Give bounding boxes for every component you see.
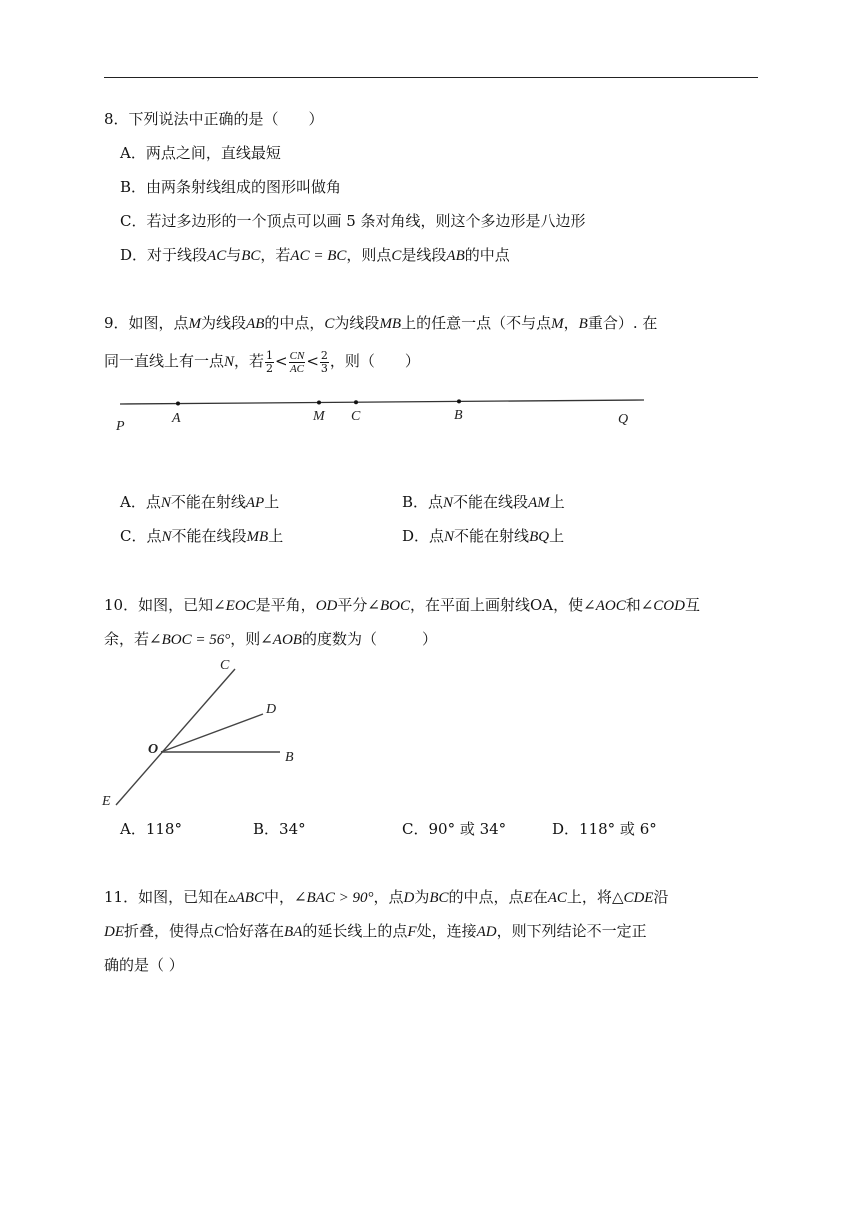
label-Q: Q bbox=[618, 412, 629, 427]
q10-option-c: C．90° 或 34° bbox=[402, 820, 507, 838]
label-C: C bbox=[351, 409, 361, 424]
q10-option-a: A．118° bbox=[120, 820, 182, 838]
label-M: M bbox=[313, 409, 325, 424]
q8-stem: 8．下列说法中正确的是（ ） bbox=[104, 110, 324, 128]
q11-stem-line2: DE折叠，使得点C恰好落在BA的延长线上的点F处，连接AD，则下列结论不一定正 bbox=[104, 922, 647, 940]
label-E: E bbox=[102, 794, 111, 809]
q10-option-d: D．118° 或 6° bbox=[552, 820, 657, 838]
fraction-cn-ac: $\frac{CN}{AC}$ bbox=[289, 349, 305, 375]
q9-option-b: B．点N不能在线段AM上 bbox=[402, 493, 565, 511]
label-B: B bbox=[285, 750, 294, 765]
label-C: C bbox=[220, 658, 230, 673]
q9-option-c: C．点N不能在线段MB上 bbox=[120, 527, 284, 545]
q9-option-d: D．点N不能在射线BQ上 bbox=[402, 527, 565, 545]
q10-stem-line2: 余，若∠BOC = 56°，则∠AOB的度数为（ ） bbox=[104, 630, 437, 648]
q9-stem-line2: 同一直线上有一点N，若 $\frac{1}{2}$ < $\frac{CN}{AC}$ < $\frac{2}{3}$ ，则（ ） bbox=[104, 348, 420, 375]
q10-angle-figure bbox=[96, 650, 306, 810]
label-D: D bbox=[266, 702, 277, 717]
label-O: O bbox=[148, 742, 159, 757]
q8-option-a: A．两点之间，直线最短 bbox=[120, 144, 281, 162]
q8-option-c: C．若过多边形的一个顶点可以画 5 条对角线，则这个多边形是八边形 bbox=[120, 212, 586, 230]
q11-stem-line1: 11．如图，已知在▵ABC中，∠BAC > 90°，点D为BC的中点，点E在AC上，将△CDE沿 bbox=[104, 888, 669, 906]
fraction-one-half: $\frac{1}{2}$ bbox=[266, 348, 274, 375]
header-rule bbox=[104, 77, 758, 78]
label-P: P bbox=[116, 419, 125, 434]
q10-option-b: B．34° bbox=[253, 820, 306, 838]
q9-option-a: A．点N不能在射线AP上 bbox=[120, 493, 280, 511]
fraction-two-thirds: $\frac{2}{3}$ bbox=[320, 348, 328, 375]
label-B: B bbox=[454, 408, 463, 423]
label-A: A bbox=[172, 411, 181, 426]
q11-stem-line3: 确的是（ ） bbox=[104, 956, 184, 974]
q8-option-d: D．对于线段AC与BC，若AC = BC，则点C是线段AB的中点 bbox=[120, 246, 510, 264]
q9-line-figure bbox=[110, 388, 655, 436]
q10-stem-line1: 10．如图，已知∠EOC是平角，OD平分∠BOC，在平面上画射线OA，使∠AOC和∠COD互 bbox=[104, 596, 700, 614]
q9-stem-line1: 9．如图，点M为线段AB的中点，C为线段MB上的任意一点（不与点M，B重合）. 在 bbox=[104, 314, 658, 332]
q8-option-b: B．由两条射线组成的图形叫做角 bbox=[120, 178, 342, 196]
